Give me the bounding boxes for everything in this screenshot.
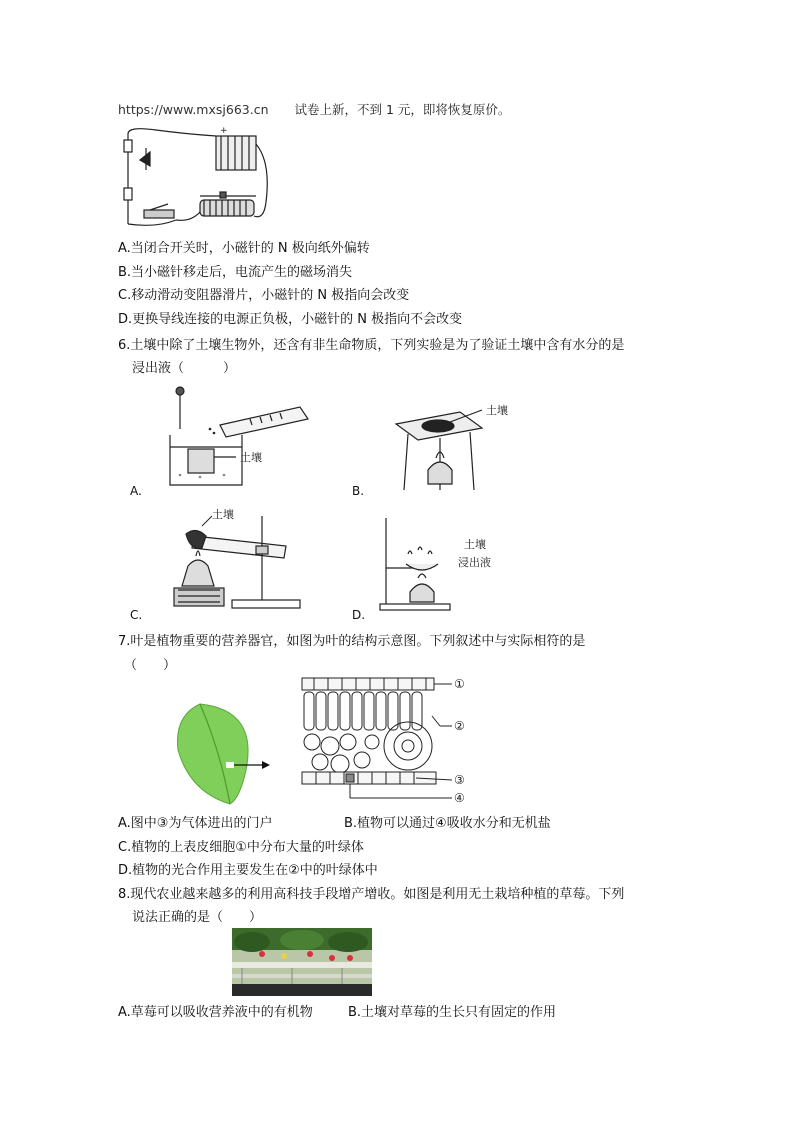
q7-stem-line1: 7.叶是植物重要的营养器官，如图为叶的结构示意图。下列叙述中与实际相符的是 (118, 634, 586, 649)
strawberry-photo (232, 928, 372, 996)
q8-stem-line1: 8.现代农业越来越多的利用高科技手段增产增收。如图是利用无土栽培种植的草莓。下列 (118, 887, 625, 902)
q6-d-extract-label: 浸出液 (458, 556, 491, 569)
q6-figure-c (168, 506, 308, 614)
q6-c-soil-label: 土壤 (212, 508, 234, 521)
q5-option-d: D.更换导线连接的电源正负极，小磁针的 N 极指向不会改变 (118, 312, 463, 327)
q6-a-soil-label: 土壤 (240, 451, 262, 464)
q6-d-soil-label: 土壤 (464, 538, 486, 551)
q6-stem-line2: 浸出液（ ） (132, 361, 237, 376)
leaf-cross-section (300, 676, 476, 808)
leaf-illustration (170, 700, 280, 806)
circuit-figure (116, 122, 276, 232)
header-url[interactable]: https://www.mxsj663.cn (118, 102, 269, 117)
q5-option-b: B.当小磁针移走后，电流产生的磁场消失 (118, 265, 353, 280)
marker-3: ③ (454, 773, 465, 787)
q7-option-d: D.植物的光合作用主要发生在②中的叶绿体中 (118, 863, 378, 878)
q8-option-b: B.土壤对草莓的生长只有固定的作用 (348, 1005, 557, 1020)
q6-stem-line1: 6.土壤中除了土壤生物外，还含有非生命物质，下列实验是为了验证土壤中含有水分的是 (118, 338, 625, 353)
q7-option-b: B.植物可以通过④吸收水分和无机盐 (344, 816, 551, 831)
marker-1: ① (454, 677, 465, 691)
q6-option-d-letter: D. (352, 608, 366, 622)
page-header (118, 100, 510, 118)
marker-2: ② (454, 719, 465, 733)
q6-option-c-letter: C. (130, 608, 143, 622)
svg-text:+: + (220, 126, 228, 136)
q5-option-c: C.移动滑动变阻器滑片，小磁针的 N 极指向会改变 (118, 288, 410, 303)
q7-option-c: C.植物的上表皮细胞①中分布大量的叶绿体 (118, 840, 364, 855)
q7-stem-line2: （ ） (124, 658, 177, 673)
q6-figure-a (160, 385, 320, 495)
q8-stem-line2: 说法正确的是（ ） (132, 910, 263, 925)
q6-figure-d (378, 512, 528, 612)
q6-b-soil-label: 土壤 (486, 404, 508, 417)
q8-option-a: A.草莓可以吸收营养液中的有机物 (118, 1005, 313, 1020)
q6-option-b-letter: B. (352, 484, 365, 498)
q6-figure-b (390, 398, 530, 494)
q5-option-a: A.当闭合开关时，小磁针的 N 极向纸外偏转 (118, 241, 370, 256)
marker-4: ④ (454, 791, 465, 805)
q7-option-a: A.图中③为气体进出的门户 (118, 816, 273, 831)
header-promo: 试卷上新，不到 1 元，即将恢复原价。 (294, 102, 511, 117)
q6-option-a-letter: A. (130, 484, 142, 498)
